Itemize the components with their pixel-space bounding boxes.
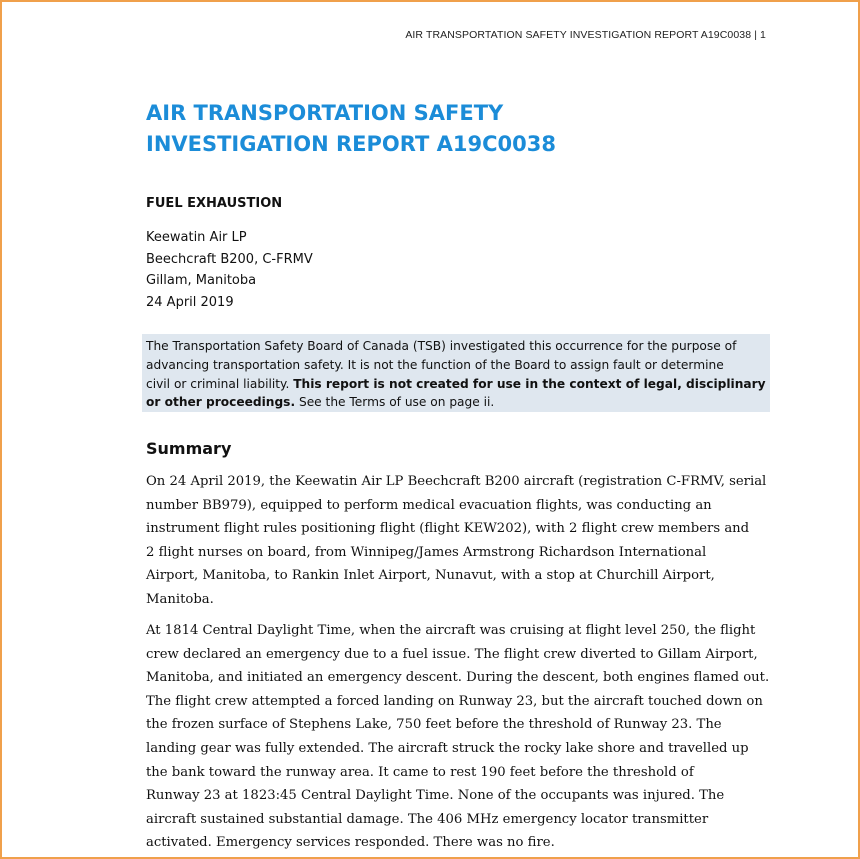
- paragraph-line: Manitoba.: [146, 591, 214, 607]
- occurrence-date: 24 April 2019: [146, 294, 234, 310]
- occurrence-location: Gillam, Manitoba: [146, 273, 257, 288]
- paragraph-line: 2 flight nurses on board, from Winnipeg/James Armstrong Richardson International: [146, 544, 707, 560]
- paragraph-line: the frozen surface of Stephens Lake, 750 feet before the threshold of Runway 23. The: [146, 717, 722, 733]
- disclaimer-line: [146, 393, 766, 412]
- terms-reference: See the Terms of use on page ii.: [295, 395, 495, 410]
- aircraft-type: Beechcraft B200, C-FRMV: [146, 251, 313, 267]
- report-title-line-1: AIR TRANSPORTATION SAFETY: [146, 101, 504, 125]
- running-header: AIR TRANSPORTATION SAFETY INVESTIGATION REPORT A19C0038 | 1: [405, 29, 766, 41]
- paragraph-line: Airport, Manitoba, to Rankin Inlet Airport, Nunavut, with a stop at Churchill Airport,: [146, 568, 715, 584]
- paragraph-line: crew declared an emergency due to a fuel issue. The flight crew diverted to Gillam Airport,: [146, 646, 758, 662]
- paragraph-line: The flight crew attempted a forced landing on Runway 23, but the aircraft touched down on: [146, 693, 763, 709]
- paragraph-line: Runway 23 at 1823:45 Central Daylight Time. None of the occupants was injured. The: [146, 788, 725, 804]
- disclaimer-line: advancing transportation safety. It is not the function of the Board to assign fault or determine: [146, 357, 724, 372]
- report-title: [146, 98, 766, 160]
- paragraph-line: the bank toward the runway area. It came to rest 190 feet before the threshold of: [146, 764, 694, 780]
- paragraph-line: instrument flight rules positioning flight (flight KEW202), with 2 flight crew members and: [146, 521, 750, 537]
- disclaimer-line: [146, 375, 766, 394]
- paragraph-line: At 1814 Central Daylight Time, when the aircraft was cruising at flight level 250, the flight: [146, 623, 756, 638]
- summary-paragraph-2: [146, 619, 776, 855]
- summary-paragraph-1: [146, 470, 776, 612]
- disclaimer-bold-text: or other proceedings.: [146, 395, 296, 410]
- paragraph-line: On 24 April 2019, the Keewatin Air LP Beechcraft B200 aircraft (registration C-FRMV, serial: [146, 474, 767, 489]
- paragraph-line: number BB979), equipped to perform medical evacuation flights, was conducting an: [146, 497, 712, 513]
- disclaimer-bold-text: This report is not created for use in the context of legal, disciplinary: [293, 376, 766, 391]
- paragraph-line: landing gear was fully extended. The aircraft struck the rocky lake shore and travelled up: [146, 740, 749, 756]
- occurrence-details: [146, 227, 313, 313]
- summary-heading: Summary: [146, 439, 232, 458]
- paragraph-line: activated. Emergency services responded. There was no fire.: [146, 835, 555, 851]
- disclaimer-box: [142, 334, 770, 412]
- occurrence-type: FUEL EXHAUSTION: [146, 196, 283, 211]
- paragraph-line: aircraft sustained substantial damage. The 406 MHz emergency locator transmitter: [146, 811, 709, 827]
- disclaimer-text: civil or criminal liability.: [146, 376, 294, 391]
- disclaimer-line: The Transportation Safety Board of Canada (TSB) investigated this occurrence for the purpose of: [146, 339, 737, 353]
- report-title-line-2: INVESTIGATION REPORT A19C0038: [146, 132, 556, 156]
- operator-name: Keewatin Air LP: [146, 230, 247, 245]
- paragraph-line: Manitoba, and initiated an emergency descent. During the descent, both engines flamed out.: [146, 670, 770, 686]
